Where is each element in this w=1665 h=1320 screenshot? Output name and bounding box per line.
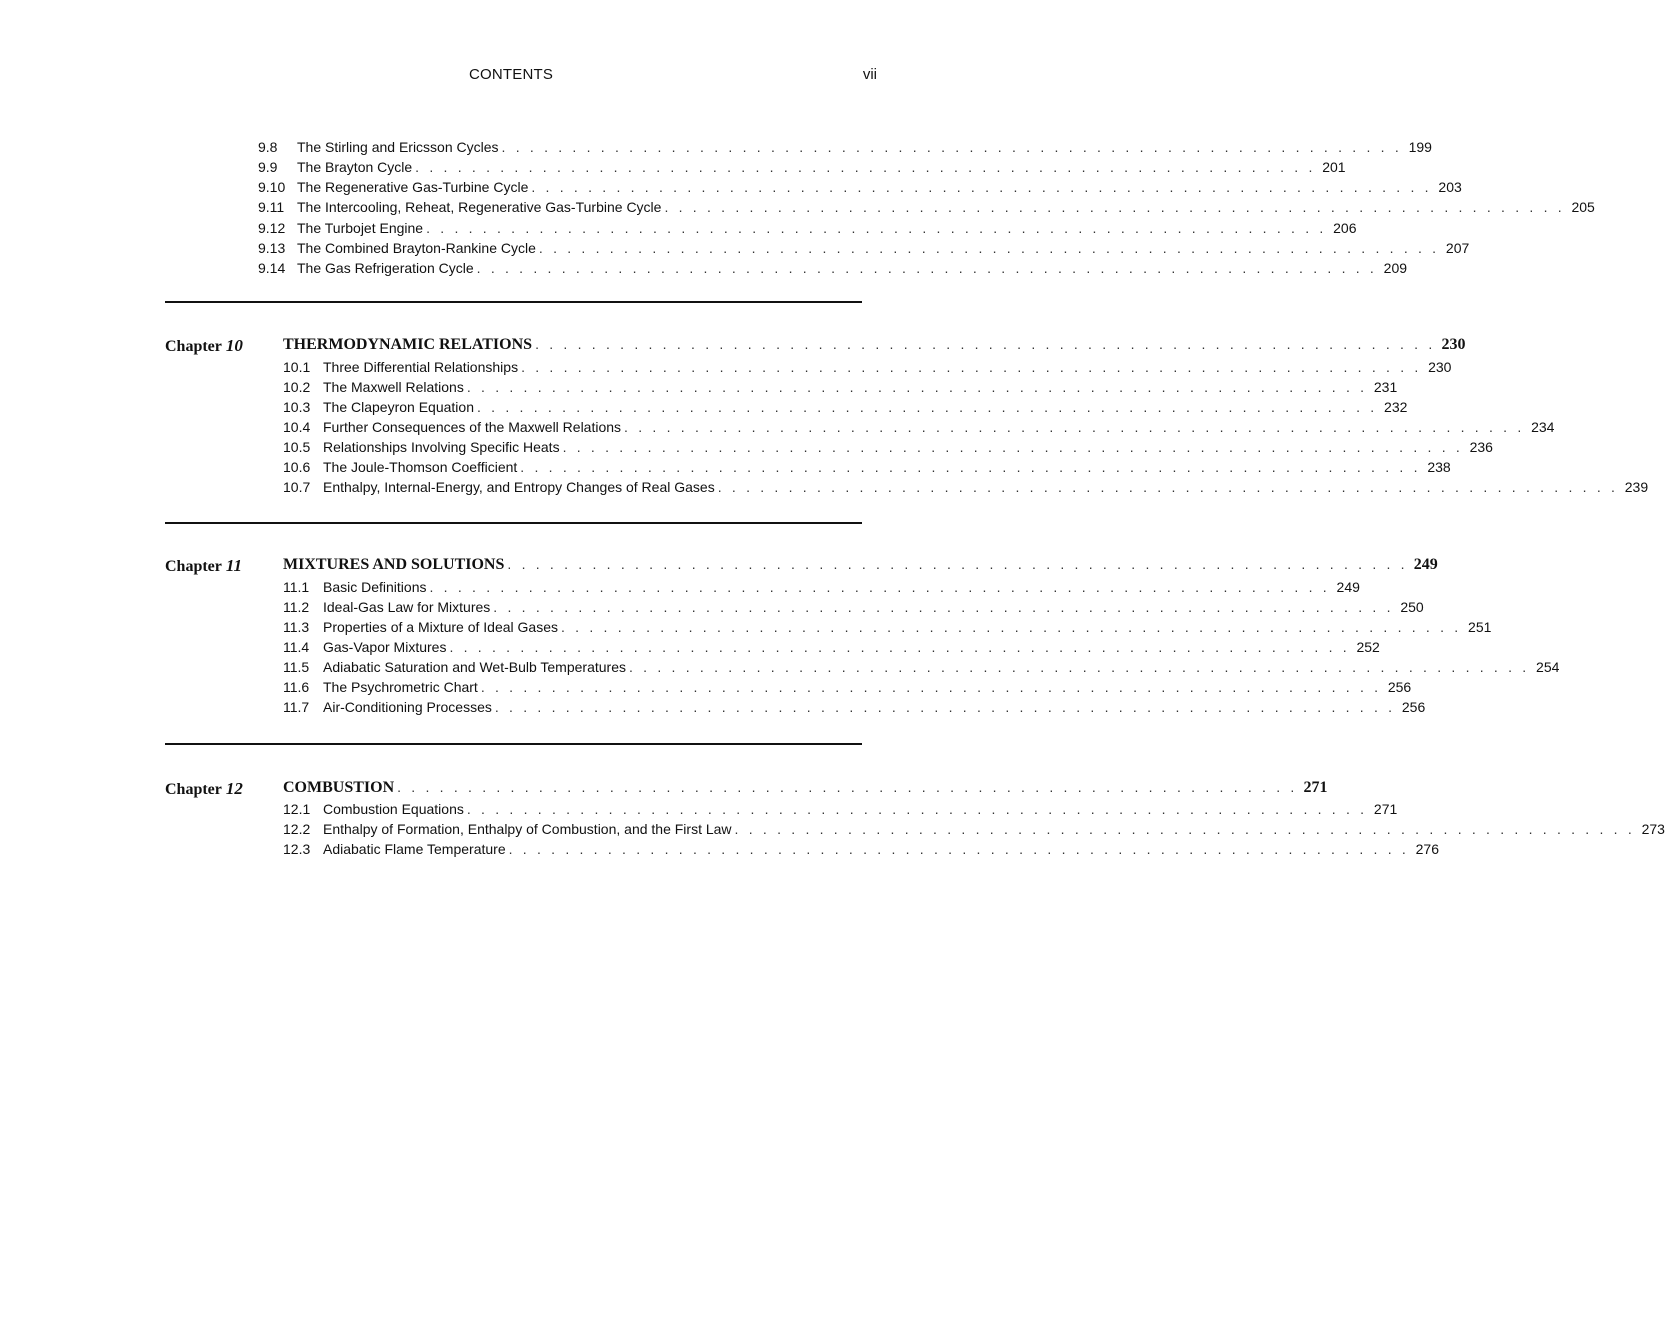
- dot-leader: . . . . . . . . . . . . . . . . . . . . . . . . . . . . . . . . . . . . . . . . . . . . . . . . . . . . . . . . . . . . . . . .: [480, 679, 1382, 695]
- section-page: 254: [1536, 659, 1560, 675]
- section-number: 9.10: [258, 179, 286, 195]
- chapter-title-row: [283, 336, 1466, 354]
- section-page: 238: [1427, 459, 1451, 475]
- dot-leader: . . . . . . . . . . . . . . . . . . . . . . . . . . . . . . . . . . . . . . . . . . . . . . . . . . . . . . . . . . . . . . . .: [429, 579, 1330, 595]
- chapter-page: 271: [1303, 779, 1328, 796]
- chapter-label: [165, 556, 242, 576]
- dot-leader: . . . . . . . . . . . . . . . . . . . . . . . . . . . . . . . . . . . . . . . . . . . . . . . . . . . . . . . . . . . . . . . .: [664, 199, 1565, 215]
- section-page: 252: [1356, 639, 1380, 655]
- running-head-title: CONTENTS: [469, 66, 554, 83]
- chapter-divider-rule: [165, 743, 862, 745]
- section-number: 9.14: [258, 260, 286, 276]
- toc-entry-9-13[interactable]: [258, 238, 1470, 258]
- chapter-number: 11: [225, 556, 242, 575]
- toc-entry-9-9[interactable]: [258, 157, 1346, 177]
- section-number: 10.7: [283, 479, 311, 495]
- dot-leader: . . . . . . . . . . . . . . . . . . . . . . . . . . . . . . . . . . . . . . . . . . . . . . . . . . . . . . . . . . . . . . . .: [415, 159, 1316, 175]
- dot-leader: . . . . . . . . . . . . . . . . . . . . . . . . . . . . . . . . . . . . . . . . . . . . . . . . . . . . . . . . . . . . . . . .: [531, 179, 1432, 195]
- section-title: The Combined Brayton-Rankine Cycle: [297, 240, 536, 256]
- toc-entry-12-1[interactable]: [283, 799, 1398, 819]
- section-number: 9.9: [258, 159, 278, 175]
- dot-leader: . . . . . . . . . . . . . . . . . . . . . . . . . . . . . . . . . . . . . . . . . . . . . . . . . . . . . . . . . . . . . . . .: [508, 841, 1409, 857]
- chapter-divider-rule: [165, 301, 862, 303]
- section-page: 199: [1408, 139, 1432, 155]
- dot-leader: . . . . . . . . . . . . . . . . . . . . . . . . . . . . . . . . . . . . . . . . . . . . . . . . . . . . . . . . . . . . . . . .: [501, 139, 1402, 155]
- chapter-word: Chapter: [165, 781, 222, 798]
- section-page: 209: [1383, 260, 1408, 276]
- toc-entry-11-3[interactable]: [283, 617, 1492, 637]
- toc-entry-11-7[interactable]: [283, 697, 1426, 717]
- section-title: Air-Conditioning Processes: [323, 699, 492, 715]
- section-page: 256: [1387, 679, 1412, 695]
- section-title: Combustion Equations: [323, 801, 464, 817]
- toc-entry-10-5[interactable]: [283, 437, 1493, 457]
- toc-entry-10-7[interactable]: [283, 477, 1649, 497]
- toc-entry-9-12[interactable]: [258, 218, 1357, 238]
- toc-entry-10-4[interactable]: [283, 417, 1555, 437]
- toc-entry-12-3[interactable]: [283, 839, 1439, 859]
- dot-leader: . . . . . . . . . . . . . . . . . . . . . . . . . . . . . . . . . . . . . . . . . . . . . . . . . . . . . . . . . . . . . . . .: [520, 459, 1421, 475]
- section-page: 230: [1428, 359, 1452, 375]
- dot-leader: . . . . . . . . . . . . . . . . . . . . . . . . . . . . . . . . . . . . . . . . . . . . . . . . . . . . . . . . . . . . . . . .: [538, 240, 1440, 256]
- section-page: 271: [1373, 801, 1398, 817]
- toc-entry-11-5[interactable]: [283, 657, 1560, 677]
- dot-leader: . . . . . . . . . . . . . . . . . . . . . . . . . . . . . . . . . . . . . . . . . . . . . . . . . . . . . . . . . . . . . . . .: [476, 260, 1378, 276]
- chapter-word: Chapter: [165, 338, 222, 355]
- section-page: 203: [1438, 179, 1462, 195]
- dot-leader: . . . . . . . . . . . . . . . . . . . . . . . . . . . . . . . . . . . . . . . . . . . . . . . . . . . . . . . . . . . . . . . .: [507, 556, 1408, 572]
- chapter-label: [165, 779, 243, 799]
- dot-leader: . . . . . . . . . . . . . . . . . . . . . . . . . . . . . . . . . . . . . . . . . . . . . . . . . . . . . . . . . . . . . . . .: [562, 439, 1463, 455]
- section-title: The Maxwell Relations: [323, 379, 464, 395]
- section-page: 232: [1384, 399, 1408, 415]
- section-page: 250: [1400, 599, 1424, 615]
- toc-entry-11-6[interactable]: [283, 677, 1412, 697]
- dot-leader: . . . . . . . . . . . . . . . . . . . . . . . . . . . . . . . . . . . . . . . . . . . . . . . . . . . . . . . . . . . . . . . .: [426, 220, 1327, 236]
- chapter-number: 12: [225, 779, 243, 798]
- section-page: 234: [1531, 419, 1555, 435]
- section-page: 273: [1641, 821, 1665, 837]
- section-number: 11.4: [283, 639, 310, 655]
- section-page: 231: [1373, 379, 1398, 395]
- section-page: 256: [1401, 699, 1426, 715]
- dot-leader: . . . . . . . . . . . . . . . . . . . . . . . . . . . . . . . . . . . . . . . . . . . . . . . . . . . . . . . . . . . . . . . .: [561, 619, 1462, 635]
- section-page: 207: [1445, 240, 1470, 256]
- dot-leader: . . . . . . . . . . . . . . . . . . . . . . . . . . . . . . . . . . . . . . . . . . . . . . . . . . . . . . . . . . . . . . . .: [397, 779, 1298, 795]
- chapter-title: COMBUSTION: [283, 779, 395, 796]
- section-number: 12.1: [283, 801, 311, 817]
- toc-entry-11-1[interactable]: [283, 577, 1360, 597]
- section-number: 9.13: [258, 240, 286, 256]
- chapter-word: Chapter: [165, 558, 222, 575]
- chapter-number: 10: [225, 336, 243, 355]
- dot-leader: . . . . . . . . . . . . . . . . . . . . . . . . . . . . . . . . . . . . . . . . . . . . . . . . . . . . . . . . . . . . . . . .: [521, 359, 1422, 375]
- section-title: The Regenerative Gas-Turbine Cycle: [297, 179, 529, 195]
- section-page: 239: [1624, 479, 1649, 495]
- section-title: Ideal-Gas Law for Mixtures: [323, 599, 491, 615]
- section-page: 205: [1571, 199, 1595, 215]
- section-title: Adiabatic Saturation and Wet-Bulb Temperatures: [323, 659, 626, 675]
- toc-entry-9-10[interactable]: [258, 177, 1462, 197]
- toc-entry-10-1[interactable]: [283, 357, 1452, 377]
- section-page: 206: [1333, 220, 1357, 236]
- section-title: Three Differential Relationships: [323, 359, 519, 375]
- section-number: 10.3: [283, 399, 311, 415]
- section-number: 11.5: [283, 659, 310, 675]
- dot-leader: . . . . . . . . . . . . . . . . . . . . . . . . . . . . . . . . . . . . . . . . . . . . . . . . . . . . . . . . . . . . . . . .: [535, 336, 1436, 352]
- section-title: The Stirling and Ericsson Cycles: [297, 139, 499, 155]
- dot-leader: . . . . . . . . . . . . . . . . . . . . . . . . . . . . . . . . . . . . . . . . . . . . . . . . . . . . . . . . . . . . . . . .: [466, 801, 1368, 817]
- chapter-title: THERMODYNAMIC RELATIONS: [283, 336, 533, 353]
- toc-entry-10-6[interactable]: [283, 457, 1451, 477]
- section-number: 10.1: [283, 359, 311, 375]
- toc-entry-9-11[interactable]: [258, 197, 1595, 217]
- toc-entry-12-2[interactable]: [283, 819, 1665, 839]
- section-title: Properties of a Mixture of Ideal Gases: [323, 619, 558, 635]
- toc-entry-9-8[interactable]: [258, 137, 1432, 157]
- section-title: Gas-Vapor Mixtures: [323, 639, 447, 655]
- running-head-page-number: vii: [862, 66, 877, 83]
- dot-leader: . . . . . . . . . . . . . . . . . . . . . . . . . . . . . . . . . . . . . . . . . . . . . . . . . . . . . . . . . . . . . . . .: [624, 419, 1525, 435]
- section-title: The Joule-Thomson Coefficient: [323, 459, 518, 475]
- section-number: 11.1: [283, 579, 310, 595]
- chapter-label: [165, 336, 243, 356]
- chapter-divider-rule: [165, 522, 862, 524]
- section-title: Adiabatic Flame Temperature: [323, 841, 506, 857]
- section-title: Further Consequences of the Maxwell Relations: [323, 419, 622, 435]
- dot-leader: . . . . . . . . . . . . . . . . . . . . . . . . . . . . . . . . . . . . . . . . . . . . . . . . . . . . . . . . . . . . . . . .: [477, 399, 1378, 415]
- section-title: Enthalpy of Formation, Enthalpy of Combustion, and the First Law: [323, 821, 732, 837]
- chapter-page: 249: [1413, 556, 1438, 573]
- dot-leader: . . . . . . . . . . . . . . . . . . . . . . . . . . . . . . . . . . . . . . . . . . . . . . . . . . . . . . . . . . . . . . . .: [629, 659, 1530, 675]
- section-page: 251: [1468, 619, 1492, 635]
- dot-leader: . . . . . . . . . . . . . . . . . . . . . . . . . . . . . . . . . . . . . . . . . . . . . . . . . . . . . . . . . . . . . . . .: [494, 699, 1396, 715]
- chapter-title-row: [283, 779, 1328, 797]
- section-number: 9.11: [258, 199, 285, 215]
- section-number: 10.4: [283, 419, 311, 435]
- toc-entry-11-2[interactable]: [283, 597, 1424, 617]
- chapter-page: 230: [1441, 336, 1466, 353]
- section-title: The Intercooling, Reheat, Regenerative Gas-Turbine Cycle: [297, 199, 662, 215]
- section-title: The Gas Refrigeration Cycle: [297, 260, 474, 276]
- section-number: 12.2: [283, 821, 311, 837]
- toc-entry-10-3[interactable]: [283, 397, 1408, 417]
- section-title: The Brayton Cycle: [297, 159, 413, 175]
- dot-leader: . . . . . . . . . . . . . . . . . . . . . . . . . . . . . . . . . . . . . . . . . . . . . . . . . . . . . . . . . . . . . . . .: [493, 599, 1394, 615]
- dot-leader: . . . . . . . . . . . . . . . . . . . . . . . . . . . . . . . . . . . . . . . . . . . . . . . . . . . . . . . . . . . . . . . .: [466, 379, 1368, 395]
- section-title: Relationships Involving Specific Heats: [323, 439, 560, 455]
- toc-entry-9-14[interactable]: [258, 258, 1408, 278]
- section-page: 249: [1336, 579, 1360, 595]
- dot-leader: . . . . . . . . . . . . . . . . . . . . . . . . . . . . . . . . . . . . . . . . . . . . . . . . . . . . . . . . . . . . . . . .: [449, 639, 1350, 655]
- section-title: The Psychrometric Chart: [323, 679, 478, 695]
- section-number: 11.3: [283, 619, 310, 635]
- section-title: The Clapeyron Equation: [323, 399, 474, 415]
- section-number: 10.6: [283, 459, 311, 475]
- section-title: The Turbojet Engine: [297, 220, 424, 236]
- chapter-title-row: [283, 556, 1438, 574]
- section-number: 9.8: [258, 139, 278, 155]
- section-number: 10.5: [283, 439, 311, 455]
- section-number: 9.12: [258, 220, 286, 236]
- section-page: 236: [1469, 439, 1493, 455]
- section-number: 12.3: [283, 841, 311, 857]
- section-title: Enthalpy, Internal-Energy, and Entropy Changes of Real Gases: [323, 479, 715, 495]
- section-number: 11.2: [283, 599, 310, 615]
- section-title: Basic Definitions: [323, 579, 427, 595]
- dot-leader: . . . . . . . . . . . . . . . . . . . . . . . . . . . . . . . . . . . . . . . . . . . . . . . . . . . . . . . . . . . . . . . .: [717, 479, 1619, 495]
- section-page: 201: [1322, 159, 1346, 175]
- chapter-title: MIXTURES AND SOLUTIONS: [283, 556, 505, 573]
- section-page: 276: [1415, 841, 1439, 857]
- toc-entry-11-4[interactable]: [283, 637, 1380, 657]
- dot-leader: . . . . . . . . . . . . . . . . . . . . . . . . . . . . . . . . . . . . . . . . . . . . . . . . . . . . . . . . . . . . . . . .: [734, 821, 1635, 837]
- section-number: 11.7: [283, 699, 310, 715]
- section-number: 10.2: [283, 379, 311, 395]
- toc-entry-10-2[interactable]: [283, 377, 1398, 397]
- running-head: [0, 66, 1020, 90]
- section-number: 11.6: [283, 679, 310, 695]
